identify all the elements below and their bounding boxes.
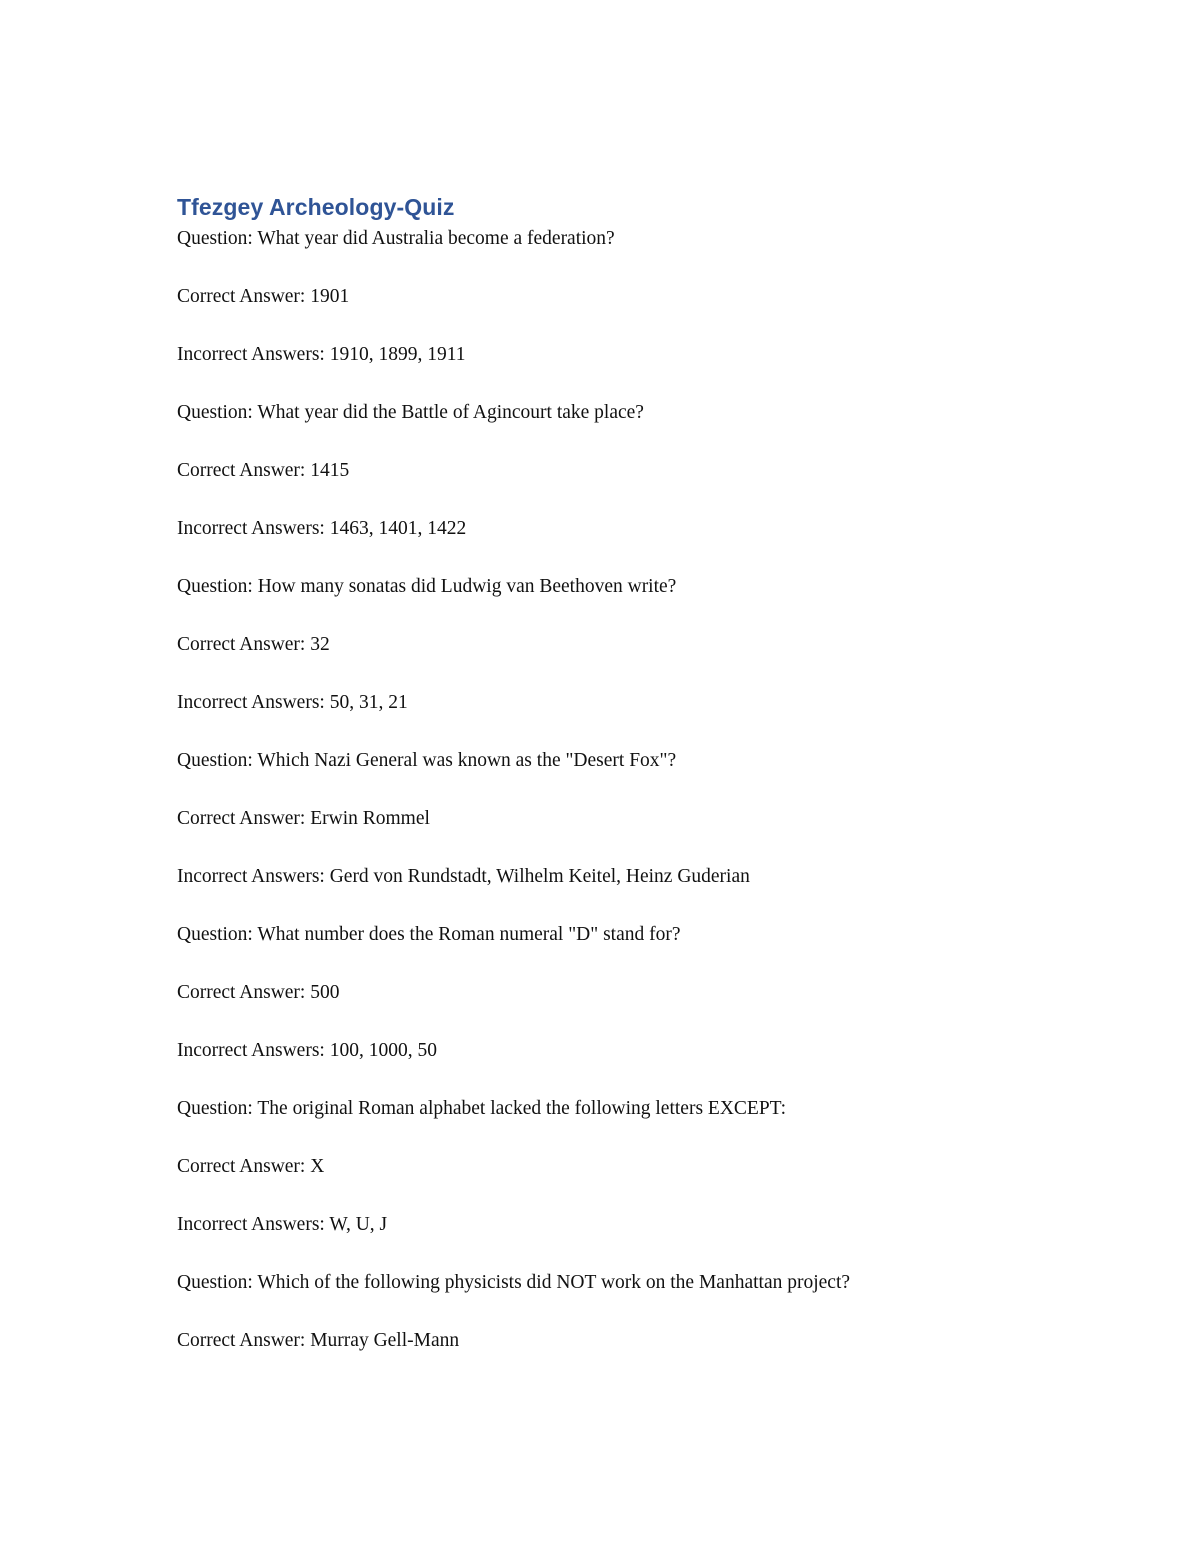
question-line (177, 1094, 1037, 1152)
incorrect-answers-line (177, 1036, 1037, 1094)
correct-answer-text: 1901 (310, 286, 350, 307)
correct-answer-text: 500 (310, 982, 340, 1003)
incorrect-answers-line (177, 514, 1037, 572)
question-text: The original Roman alphabet lacked the following letters EXCEPT: (257, 1098, 787, 1119)
quiz-item (177, 746, 1037, 920)
correct-answer-line (177, 1152, 1037, 1210)
question-text: Which of the following physicists did NOT work on the Manhattan project? (257, 1272, 851, 1293)
question-label: Question: (177, 228, 253, 249)
question-label: Question: (177, 1098, 253, 1119)
incorrect-answers-line (177, 1210, 1037, 1268)
incorrect-answers-label: Incorrect Answers: (177, 344, 325, 365)
correct-answer-label: Correct Answer: (177, 982, 306, 1003)
quiz-item (177, 572, 1037, 746)
question-line (177, 920, 1037, 978)
correct-answer-label: Correct Answer: (177, 808, 306, 829)
incorrect-answers-line (177, 862, 1037, 920)
incorrect-answers-label: Incorrect Answers: (177, 1214, 325, 1235)
correct-answer-text: 32 (310, 634, 330, 655)
correct-answer-label: Correct Answer: (177, 634, 306, 655)
incorrect-answers-label: Incorrect Answers: (177, 866, 325, 887)
document-title: Tfezgey Archeology-Quiz (177, 194, 455, 220)
correct-answer-label: Correct Answer: (177, 1330, 306, 1351)
correct-answer-line (177, 804, 1037, 862)
question-line (177, 572, 1037, 630)
correct-answer-line (177, 978, 1037, 1036)
correct-answer-line (177, 456, 1037, 514)
incorrect-answers-text: 1463, 1401, 1422 (329, 518, 467, 539)
correct-answer-text: X (310, 1156, 325, 1177)
question-label: Question: (177, 924, 253, 945)
quiz-item (177, 1094, 1037, 1268)
quiz-item (177, 1268, 1037, 1384)
incorrect-answers-label: Incorrect Answers: (177, 1040, 325, 1061)
correct-answer-text: Erwin Rommel (310, 808, 430, 829)
question-text: What number does the Roman numeral "D" stand for? (257, 924, 681, 945)
question-line (177, 746, 1037, 804)
incorrect-answers-label: Incorrect Answers: (177, 518, 325, 539)
correct-answer-text: Murray Gell-Mann (310, 1330, 460, 1351)
correct-answer-line (177, 630, 1037, 688)
question-label: Question: (177, 750, 253, 771)
incorrect-answers-text: Gerd von Rundstadt, Wilhelm Keitel, Heinz Guderian (329, 866, 750, 887)
correct-answer-label: Correct Answer: (177, 460, 306, 481)
correct-answer-label: Correct Answer: (177, 1156, 306, 1177)
question-line (177, 1268, 1037, 1326)
question-text: Which Nazi General was known as the "Desert Fox"? (257, 750, 677, 771)
question-text: How many sonatas did Ludwig van Beethoven write? (257, 576, 677, 597)
correct-answer-text: 1415 (310, 460, 350, 481)
question-label: Question: (177, 1272, 253, 1293)
incorrect-answers-text: W, U, J (329, 1214, 388, 1235)
incorrect-answers-text: 100, 1000, 50 (329, 1040, 437, 1061)
question-line (177, 224, 1037, 282)
question-text: What year did Australia become a federation? (257, 228, 615, 249)
question-label: Question: (177, 576, 253, 597)
document-body (177, 190, 1037, 1384)
question-text: What year did the Battle of Agincourt take place? (257, 402, 644, 423)
correct-answer-label: Correct Answer: (177, 286, 306, 307)
question-line (177, 398, 1037, 456)
correct-answer-line (177, 1326, 1037, 1384)
correct-answer-line (177, 282, 1037, 340)
incorrect-answers-line (177, 688, 1037, 746)
question-label: Question: (177, 402, 253, 423)
incorrect-answers-text: 50, 31, 21 (329, 692, 408, 713)
incorrect-answers-line (177, 340, 1037, 398)
quiz-item (177, 224, 1037, 398)
incorrect-answers-text: 1910, 1899, 1911 (329, 344, 466, 365)
quiz-item (177, 920, 1037, 1094)
quiz-item (177, 398, 1037, 572)
incorrect-answers-label: Incorrect Answers: (177, 692, 325, 713)
